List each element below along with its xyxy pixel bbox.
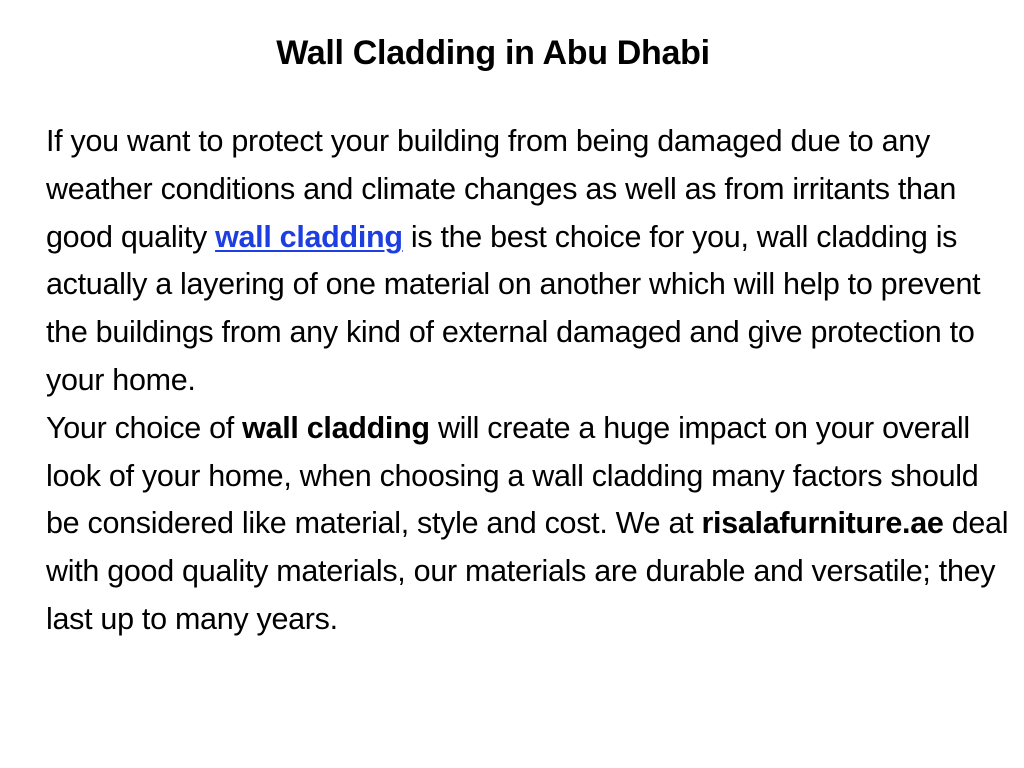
choice-text-part2: will create a huge impact on your overall look of your home, when choosing a wall cladding many factors should be considered like material, style and cost. We at: [46, 410, 979, 541]
choice-text-part1: Your choice of: [46, 410, 243, 445]
choice-text-part3: deal with good quality materials, our materials are durable and versatile; they last up to many years.: [46, 506, 1009, 636]
intro-text-before-link: If you want to protect your building from being damaged due to any weather conditions and climate changes as well as from irritants than good quality: [46, 124, 957, 254]
paragraph-choice: [46, 405, 1016, 644]
wall-cladding-bold: wall cladding: [242, 410, 430, 445]
paragraph-intro: [46, 118, 1016, 405]
intro-text-after-link: is the best choice for you, wall cladding is actually a layering of one material on another which will help to prevent the buildings from any kind of external damaged and give protection to your home.: [46, 219, 981, 397]
wall-cladding-link[interactable]: wall cladding: [215, 219, 403, 254]
company-name-bold: risalafurniture.ae: [701, 506, 944, 541]
page-title: Wall Cladding in Abu Dhabi: [276, 34, 710, 72]
body-text: [46, 118, 1016, 644]
